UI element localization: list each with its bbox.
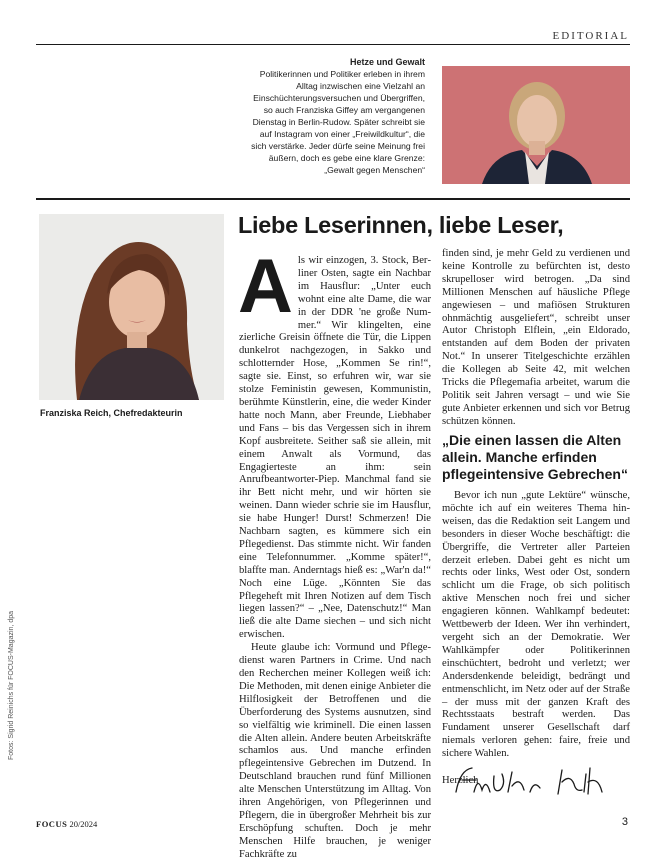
closing-greeting: Herzlich <box>442 775 479 787</box>
article-paragraph: Bevor ich nun „gute Lektüre“ wünsche, möchte ich auf ein weiteres Thema hinweisen, das die Redaktion seit Langem und besonders in dieser Woche beschäftigt: die Übergriffe, die Vertreter aller Parteien derzeit erleben. Dabei geht es nicht um rechts oder links, West oder Ost, sondern schlicht um die Frage, ob sich politisch aktive Menschen noch frei und sicher engagieren können. Wahlkampf bedeutet: Wettbewerb der Ideen. Wer ihn verhindert, vergeht sich an der Demokratie. Wer Wahlkämpfer oder Politikerinnen einschüchtert, bedroht und verletzt; wer Andersdenkende beleidigt, bedrängt und entmenschlicht, im Netz oder auf der Straße – der muss mit der ganzen Kraft des Rechtsstaats bestraft werden. Das Fundament unserer Gesellschaft darf niemals verloren gehen: faire, freie und sichere Wahlen. <box>442 490 630 760</box>
footer-issue <box>36 819 97 829</box>
photo-credit: Fotos: Sigrid Reinichs für FOCUS-Magazin, dpa <box>8 611 15 760</box>
drop-cap: A <box>238 244 293 329</box>
section-label: EDITORIAL <box>552 30 629 42</box>
section-divider <box>36 198 630 200</box>
article-paragraph: Als wir einzogen, 3. Stock, Berliner Osten, sagte ein Nachbar im Hausflur: „Unter euch wohnt eine alte Dame, die war in der DDR 'ne große Nummer.“ Wir klingelten, eine zierliche Greisin öffnete die Tür, die Lippen dunkelrot nachgezogen, in Sakko und schlotternder Hose, „Kommen Se rin!“, sagte sie. Einst, so erfuhren wir, war sie stolze Feministin gewesen, Kommunistin, berühmte Künstlerin, eine, die weder Kinder hatte noch Mann, aber Freunde, Liebhaber und Fans – bis das Vergessen sich in ihrem Kopf ausbreitete. Seither saß sie allein, mit einem Anwalt als Vormund, das Engagierteste an ihm: sein Anrufbeantworter-Piep. Manchmal fand sie ihr Bett nicht mehr, und wir hörten sie weinen. Dann wieder schrie sie im Hausflur, sie habe Hunger! Durst! Schmerzen! Die Nachbarn sagten, es kümmere sich ein Pflegedienst. Das stimmte nicht. Wir fanden eine Telefonnummer. „Komme später!“, blaffte man. Anderntags hieß es: „War'n da!“ Noch eine Lüge. „Könnten Sie das Pflegeheft mit Ihren Notizen auf dem Tisch liegen lassen?“ – „Nee, Datenschutz!“ Man ließ die alte Dame siechen – und sich nicht erwischen. <box>238 244 431 641</box>
article-paragraph: finden sind, je mehr Geld zu verdienen und keine Kontrolle zu befürchten ist, desto skrupelloser wird betrogen. „Da sind Millionen Menschen auf häusliche Pflege angewiesen – und mafiösen Strukturen ohnmächtig ausgeliefert“, schreibt unser Autor Christoph Elflein, „ein Eldorado, entstanden auf dem Boden der privaten Not.“ In unserer Titelgeschichte erzählen die Kollegen ab Seite 42, mit welchen Tricks die Pflegemafia arbeitet, warum die Politik seit Jahren versagt – und wie Sie gute Anbieter erkennen und sich vor Betrug schützen können. <box>442 248 630 427</box>
politician-photo <box>442 66 630 184</box>
article-paragraph: Heute glaube ich: Vormund und Pflegedienst waren Partners in Crime. Und nach den Recherchen meiner Kollegen weiß ich: Die Methoden, mit denen einige Anbieter die Hilflosigkeit der Betroffenen und die Überforderung des Systems ausnutzen, sind so vielfältig wie kriminell. Die einen lassen die Alten allein. Andere beuten Arbeitskräfte schamlos aus. Und manche erfinden pflegeintensive Gebrechen im Dutzend. In Deutschland brauchen rund fünf Millionen alte Menschen Unterstützung im Alltag. Von ihren Angehörigen, von Pflegerinnen und Pflegern, die in übergroßer Mehrheit bis zur Erschöpfung schuften. Doch je mehr Menschen Hilfe brauchen, je weniger Fachkräfte zu <box>239 642 431 860</box>
author-photo <box>39 214 224 400</box>
signature <box>450 762 630 802</box>
editorial-headline: Liebe Leserinnen, liebe Leser, <box>238 212 564 238</box>
sidebox-title: Hetze und Gewalt <box>349 57 425 67</box>
sidebox-text: Politikerinnen und Politiker erleben in ihrem Alltag inzwischen eine Vielzahl an Einschüchterungsversuchen und Übergriffen, so auch Franziska Giffey am vergangenen Dienstag in Berlin-Rudow. Später schreibt sie auf Instagram von einer „Freiwildkultur“, die sich verstärke. Jeder dürfe seine Meinung frei äußern, doch es gebe eine klare Grenze: „Gewalt gegen Menschen“ <box>251 69 425 175</box>
sidebox <box>245 56 425 176</box>
footer-magazine: FOCUS <box>36 819 68 829</box>
article-column-1 <box>238 244 431 862</box>
pull-quote: „Die einen lassen die Alten allein. Manche erfinden pflegeintensive Gebrechen“ <box>442 432 628 482</box>
top-rule <box>36 44 630 45</box>
footer-issue-number: 20/2024 <box>69 819 98 829</box>
article-column-2-bottom <box>442 490 630 788</box>
page-number: 3 <box>621 816 628 828</box>
article-column-2-top <box>442 248 630 429</box>
author-caption: Franziska Reich, Chefredakteurin <box>40 408 183 418</box>
